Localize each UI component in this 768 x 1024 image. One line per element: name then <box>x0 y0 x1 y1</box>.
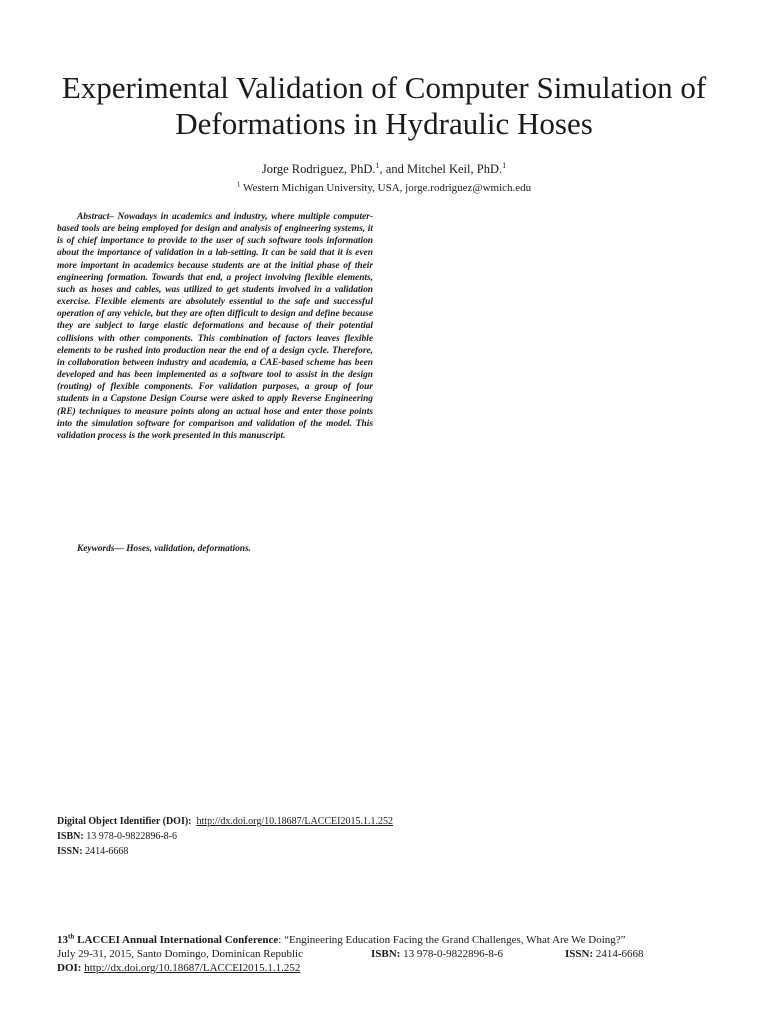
footer-issn-value: 2414-6668 <box>595 948 644 960</box>
doi-link[interactable]: http://dx.doi.org/10.18687/LACCEI2015.1.1.252 <box>196 816 393 827</box>
issn-row <box>57 844 393 859</box>
keywords <box>57 543 373 555</box>
paper-title <box>40 70 728 142</box>
doi-label: Digital Object Identifier (DOI): <box>57 816 192 827</box>
conference-footer <box>57 933 737 975</box>
footer-doi-link[interactable]: http://dx.doi.org/10.18687/LACCEI2015.1.1.252 <box>84 962 301 974</box>
footer-isbn-value: 13 978-0-9822896-8-6 <box>403 948 503 960</box>
isbn-value: 13 978-0-9822896-8-6 <box>86 831 178 842</box>
conference-theme: : “Engineering Education Facing the Grand Challenges, What Are We Doing?” <box>278 934 626 946</box>
author-1-affiliation-mark: 1 <box>375 160 380 170</box>
footer-isbn-label: ISBN: <box>371 948 401 960</box>
isbn-label: ISBN: <box>57 831 84 842</box>
title-line-2: Deformations in Hydraulic Hoses <box>175 106 593 141</box>
abstract <box>57 211 373 442</box>
author-separator: , and Mitchel Keil, PhD. <box>379 162 503 176</box>
author-2-affiliation-mark: 1 <box>502 160 507 170</box>
keywords-label: Keywords— <box>77 544 124 554</box>
footer-doi-label: DOI: <box>57 962 82 974</box>
conference-details-row <box>57 947 737 961</box>
abstract-text: Nowadays in academics and industry, where multiple computer-based tools are being employed for design and analysis of engineering systems, it is of chief importance to provide to the user of such software tools information about the importance of validation in a lab-setting. It can be said that it is even more important in academics because students are at the initial phase of their engineering formation. Towards that end, a project involving flexible elements, such as hoses and cables, was utilized to get students involved in a validation exercise. Flexible elements are absolutely essential to the safe and successful operation of any vehicle, but they are often difficult to design and define because they are subject to large elastic deformations and because of their potential collisions with other components. This combination of factors leaves flexible elements to be rushed into production near the end of a design cycle. Therefore, in collaboration between industry and academia, a CAE-based scheme has been developed and has been implemented as a software tool to assist in the design (routing) of flexible components. For validation purposes, a group of four students in a Capstone Design Course were asked to apply Reverse Engineering (RE) techniques to measure points along an actual hose and enter those points into the simulation software for comparison and validation of the model. This validation process is the work presented in this manuscript. <box>57 212 373 441</box>
footer-isbn <box>371 947 503 961</box>
conference-date-place: July 29-31, 2015, Santo Domingo, Dominican Republic <box>57 948 303 960</box>
author-1: Jorge Rodriguez, PhD. <box>261 162 376 176</box>
isbn-row <box>57 829 393 844</box>
conference-ordinal: th <box>68 932 75 941</box>
footer-issn <box>565 947 644 961</box>
title-line-1: Experimental Validation of Computer Simulation of <box>61 70 707 105</box>
author-list <box>40 161 728 177</box>
keywords-text: Hoses, validation, deformations. <box>126 544 251 554</box>
publication-identifiers <box>57 814 393 859</box>
issn-label: ISSN: <box>57 846 83 857</box>
affiliation-text: Western Michigan University, USA, jorge.rodriguez@wmich.edu <box>242 182 532 194</box>
affiliation-mark: 1 <box>236 180 241 189</box>
conference-name: LACCEI Annual International Conference <box>77 934 279 946</box>
doi-row <box>57 814 393 829</box>
footer-doi-row <box>57 961 737 975</box>
abstract-label: Abstract– <box>77 212 114 222</box>
affiliation <box>40 181 728 195</box>
conference-line <box>57 933 737 947</box>
issn-value: 2414-6668 <box>85 846 129 857</box>
conference-number: 13 <box>57 934 68 946</box>
footer-issn-label: ISSN: <box>565 948 594 960</box>
